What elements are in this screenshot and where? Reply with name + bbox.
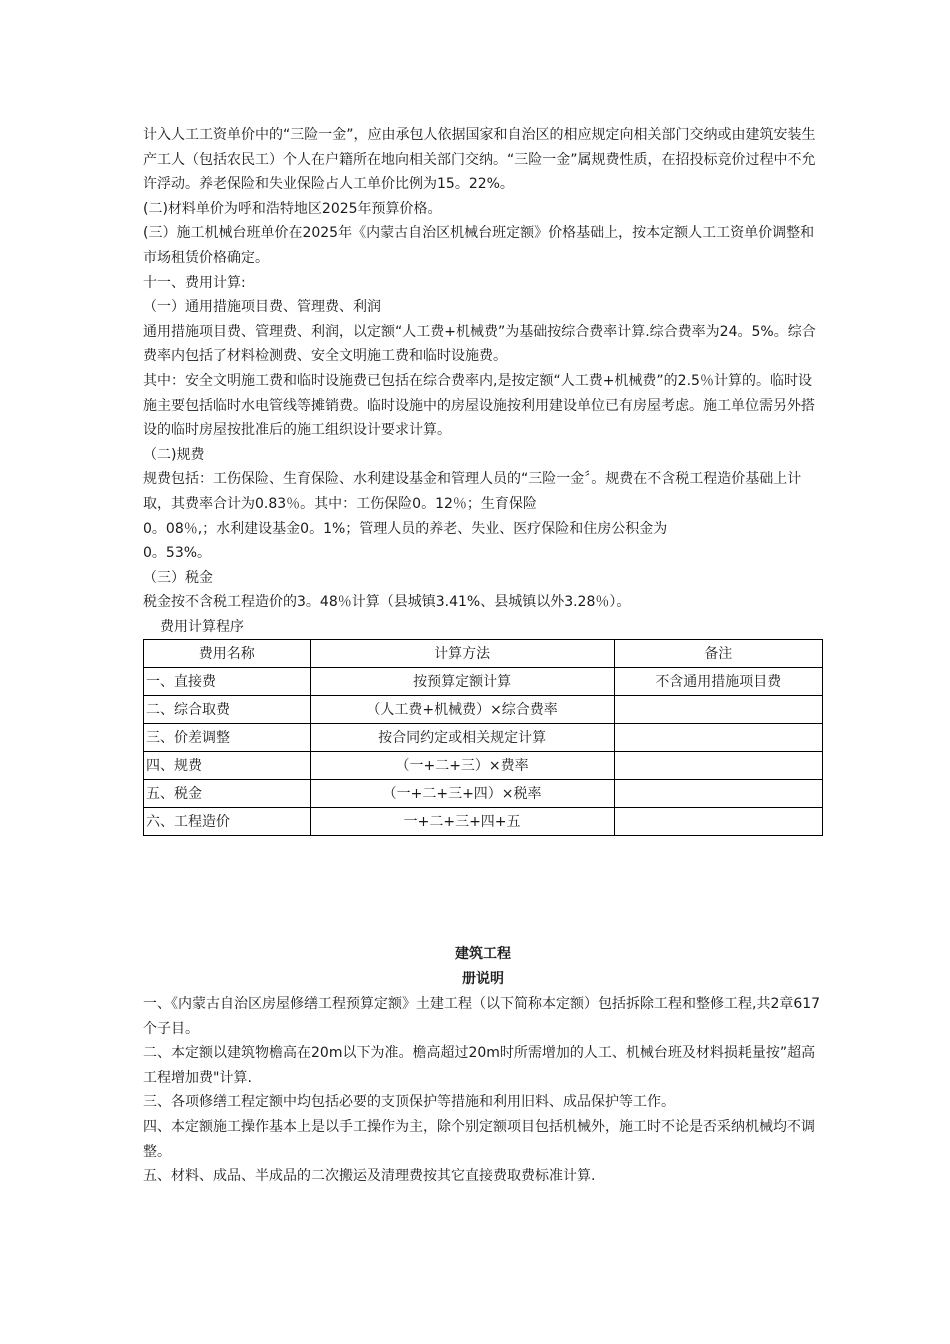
- cell-method: 按合同约定或相关规定计算: [310, 723, 614, 751]
- cell-method: （一+二+三+四）×税率: [310, 779, 614, 807]
- table-caption: 费用计算程序: [160, 618, 244, 635]
- cell-remark: [614, 723, 822, 751]
- heading-fee-calculation: 十一、费用计算:: [143, 274, 246, 291]
- header-remark: 备注: [614, 639, 822, 667]
- table-row: [144, 695, 823, 723]
- table-row: [144, 667, 823, 695]
- cell-remark: 不含通用措施项目费: [614, 667, 822, 695]
- subheading-regulatory-fee: （二)规费: [143, 446, 205, 463]
- fee-procedure-table: [143, 639, 823, 836]
- section-paragraph: 三、各项修缮工程定额中均包括必要的支顶保护等措施和利用旧料、成品保护等工作。: [143, 1094, 675, 1111]
- document-body: [143, 123, 823, 836]
- volume-description-section: [143, 942, 823, 1189]
- cell-remark: [614, 779, 822, 807]
- table-row: [144, 807, 823, 835]
- header-fee-name: 费用名称: [144, 639, 311, 667]
- paragraph-material-price: (二)材料单价为呼和浩特地区2025年预算价格。: [143, 200, 442, 217]
- table-row: [144, 723, 823, 751]
- table-row: [144, 779, 823, 807]
- section-title: 建筑工程: [455, 946, 511, 962]
- paragraph-composite-rate: 通用措施项目费、管理费、利润，以定额“人工费+机械费”为基础按综合费率计算.综合费率为24。5%。综合费率内包括了材料检测费、安全文明施工费和临时设施费。: [143, 323, 816, 365]
- section-paragraph: 四、本定额施工操作基本上是以手工操作为主，除个别定额项目包括机械外，施工时不论是否采纳机械均不调整。: [143, 1118, 815, 1160]
- cell-method: （人工费+机械费）×综合费率: [310, 695, 614, 723]
- paragraph-tax: 税金按不含税工程造价的3。48％计算（县城镇3.41%、县城镇以外3.28％）。: [143, 594, 631, 611]
- cell-method: 按预算定额计算: [310, 667, 614, 695]
- cell-remark: [614, 807, 822, 835]
- paragraph-regulatory-fee-end: 0。53%。: [143, 545, 212, 562]
- cell-remark: [614, 695, 822, 723]
- subheading-tax: （三）税金: [143, 569, 213, 586]
- cell-method: （一+二+三）×费率: [310, 751, 614, 779]
- subheading-general-measures: （一）通用措施项目费、管理费、利润: [143, 299, 381, 316]
- paragraph-regulatory-fee: 规费包括：工伤保险、生育保险、水利建设基金和管理人员的“三险一金〞。规费在不含税工程造价基础上计取，其费率合计为0.83％。其中：工伤保险0。12％；生育保险: [143, 471, 802, 512]
- cell-remark: [614, 751, 822, 779]
- cell-fee-name: 四、规费: [144, 751, 311, 779]
- cell-fee-name: 二、综合取费: [144, 695, 311, 723]
- section-paragraph: 一、《内蒙古自治区房屋修缮工程预算定额》土建工程（以下简称本定额）包括拆除工程和整修工程,共2章617个子目。: [143, 996, 821, 1037]
- section-paragraph: 五、材料、成品、半成品的二次搬运及清理费按其它直接费取费标准计算.: [143, 1168, 596, 1185]
- paragraph-three-insurance: 计入人工工资单价中的“三险一金”，应由承包人依据国家和自治区的相应规定向相关部门交纳或由建筑安装生产工人（包括农民工）个人在户籍所在地向相关部门交纳。“三险一金”属规费性质，在招投标竞价过程中不允许浮动。养老保险和失业保险占人工单价比例为15。22%。: [143, 127, 816, 193]
- section-paragraph: 二、本定额以建筑物檐高在20m以下为准。檐高超过20m时所需增加的人工、机械台班及材料损耗量按”超高工程增加费"计算.: [143, 1045, 816, 1086]
- table-row: [144, 751, 823, 779]
- cell-fee-name: 六、工程造价: [144, 807, 311, 835]
- paragraph-machine-price: (三）施工机械台班单价在2025年《内蒙古自治区机械台班定额》价格基础上，按本定额人工工资单价调整和市场租赁价格确定。: [143, 225, 815, 266]
- cell-fee-name: 三、价差调整: [144, 723, 311, 751]
- cell-fee-name: 一、直接费: [144, 667, 311, 695]
- section-subtitle: 册说明: [462, 971, 504, 987]
- header-method: 计算方法: [310, 639, 614, 667]
- cell-fee-name: 五、税金: [144, 779, 311, 807]
- cell-method: 一+二+三+四+五: [310, 807, 614, 835]
- table-header-row: [144, 639, 823, 667]
- paragraph-safety-fee: 其中：安全文明施工费和临时设施费已包括在综合费率内,是按定额“人工费+机械费”的2.5％计算的。临时设施主要包括临时水电管线等摊销费。临时设施中的房屋设施按利用建设单位已有房屋考虑。施工单位需另外搭设的临时房屋按批准后的施工组织设计要求计算。: [143, 372, 815, 439]
- paragraph-regulatory-fee-cont: 0。08％,；水利建设基金0。1%；管理人员的养老、失业、医疗保险和住房公积金为: [143, 520, 668, 537]
